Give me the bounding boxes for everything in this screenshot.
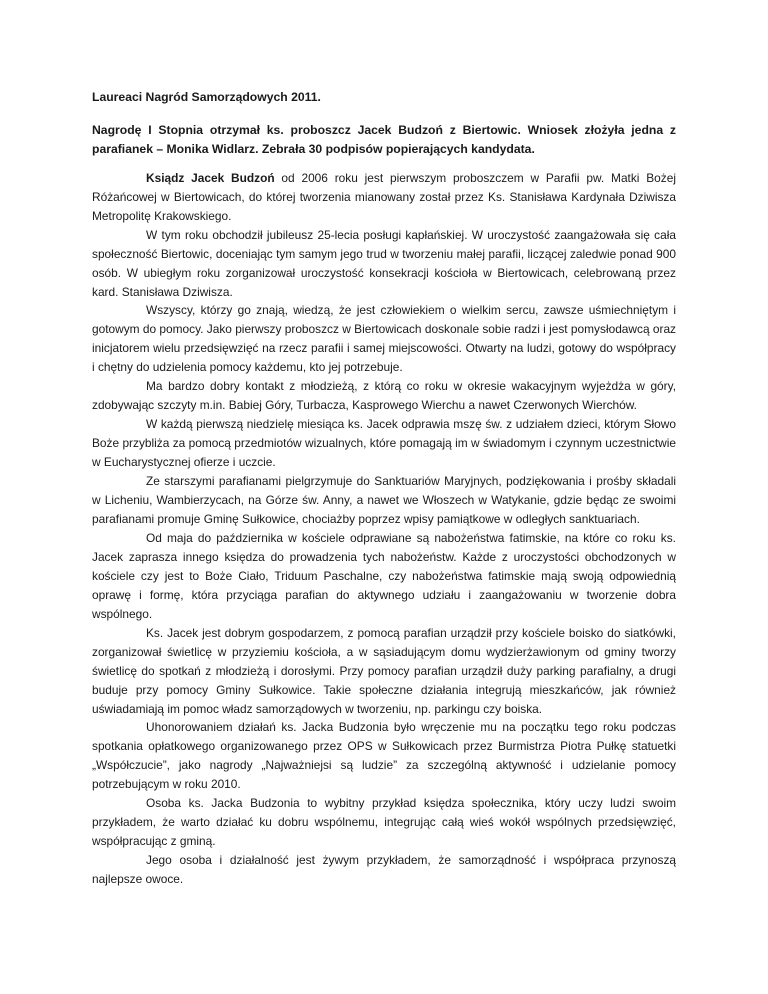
body-paragraph-3: Wszyscy, którzy go znają, wiedzą, że jest człowiekiem o wielkim sercu, zawsze uśmiechniętym i gotowym do pomocy. Jako pierwszy proboszcz w Biertowicach doskonale sobie radzi i jest pomysłodawcą oraz inicjatorem wielu przedsięwzięć na rzecz parafii i samej miejscowości. Otwarty na ludzi, gotowy do współpracy i chętny do udzielenia pomocy każdemu, kto jej potrzebuje.	[92, 303, 676, 375]
body-paragraph-4: Ma bardzo dobry kontakt z młodzieżą, z którą co roku w okresie wakacyjnym wyjeżdża w góry, zdobywając szczyty m.in. Babiej Góry, Turbacza, Kasprowego Wierchu a nawet Czerwonych Wierchów.	[92, 379, 676, 413]
body-paragraph-9: Uhonorowaniem działań ks. Jacka Budzonia było wręczenie mu na początku tego roku podczas spotkania opłatkowego organizowanego przez OPS w Sułkowicach przez Burmistrza Piotra Pułkę statuetki „Współczucie”, jako nagrody „Najważniejsi są ludzie” za szczególną aktywność i udzielanie pomocy potrzebującym w roku 2010.	[92, 720, 676, 792]
body-paragraph-7: Od maja do października w kościele odprawiane są nabożeństwa fatimskie, na które co roku ks. Jacek zaprasza innego księdza do prowadzenia tych nabożeństw. Każde z uroczystości obchodzonych w kościele czy jest to Boże Ciało, Triduum Paschalne, czy nabożeństwa fatimskie mają swoją odpowiednią oprawę i formę, która przyciąga parafian do aktywnego udziału i zaangażowaniu w tworzenie dobra wspólnego.	[92, 530, 676, 621]
body-paragraph-10: Osoba ks. Jacka Budzonia to wybitny przykład księdza społecznika, który uczy ludzi swoim przykładem, że warto działać ku dobru wspólnemu, integrując całą wieś wokół wspólnych przedsięwzięć, współpracując z gminą.	[92, 796, 676, 849]
body-paragraph-1	[92, 169, 676, 226]
body-paragraph-8: Ks. Jacek jest dobrym gospodarzem, z pomocą parafian urządził przy kościele boisko do siatkówki, zorganizował świetlicę w przyziemiu kościoła, a w sąsiadującym domu wydzierżawionym od gminy tworzy świetlicę do spotkań z młodzieżą i dorosłymi. Przy pomocy parafian urządził duży parking parafialny, a drugi buduje przy pomocy Gminy Sułkowice. Takie społeczne działania integrują mieszkańców, jak również uświadamiają im pomoc władz samorządowych w tworzeniu, np. parkingu czy boiska.	[92, 625, 676, 716]
paragraph-text: od 2006 roku jest pierwszym proboszczem w Parafii pw. Matki Bożej Różańcowej w Biertowicach, do której tworzenia mianowany został przez Ks. Stanisława Kardynała Dziwisza Metropolitę Krakowskiego.	[92, 170, 676, 223]
body-paragraph-5: W każdą pierwszą niedzielę miesiąca ks. Jacek odprawia mszę św. z udziałem dzieci, którym Słowo Boże przybliża za pomocą przedmiotów wizualnych, które pomagają im w świadomym i czynnym uczestnictwie w Eucharystycznej ofierze i uczcie.	[92, 417, 676, 470]
body-paragraph-11: Jego osoba i działalność jest żywym przykładem, że samorządność i współpraca przynoszą najlepsze owoce.	[92, 853, 676, 887]
body-paragraph-6: Ze starszymi parafianami pielgrzymuje do Sanktuariów Maryjnych, podziękowania i prośby składali w Licheniu, Wambierzycach, na Górze św. Anny, a nawet we Włoszech w Watykanie, gdzie będąc ze swoimi parafianami promuje Gminę Sułkowice, chociażby poprzez wpisy pamiątkowe w odległych sanktuariach.	[92, 474, 676, 526]
document-title: Laureaci Nagród Samorządowych 2011.	[92, 90, 321, 104]
paragraph-lead: Ksiądz Jacek Budzoń	[146, 170, 275, 185]
body-paragraph-2: W tym roku obchodził jubileusz 25-lecia posługi kapłańskiej. W uroczystość zaangażowała się cała społeczność Biertowic, doceniając tym samym jego trud w tworzeniu małej parafii, liczącej zaledwie ponad 900 osób. W ubiegłym roku zorganizował uroczystość konsekracji kościoła w Biertowicach, celebrowaną przez kard. Stanisława Dziwisza.	[92, 227, 676, 299]
award-intro: Nagrodę I Stopnia otrzymał ks. proboszcz Jacek Budzoń z Biertowic. Wniosek złożyła jedna z parafianek – Monika Widlarz. Zebrała 30 podpisów popierających kandydata.	[92, 123, 676, 156]
